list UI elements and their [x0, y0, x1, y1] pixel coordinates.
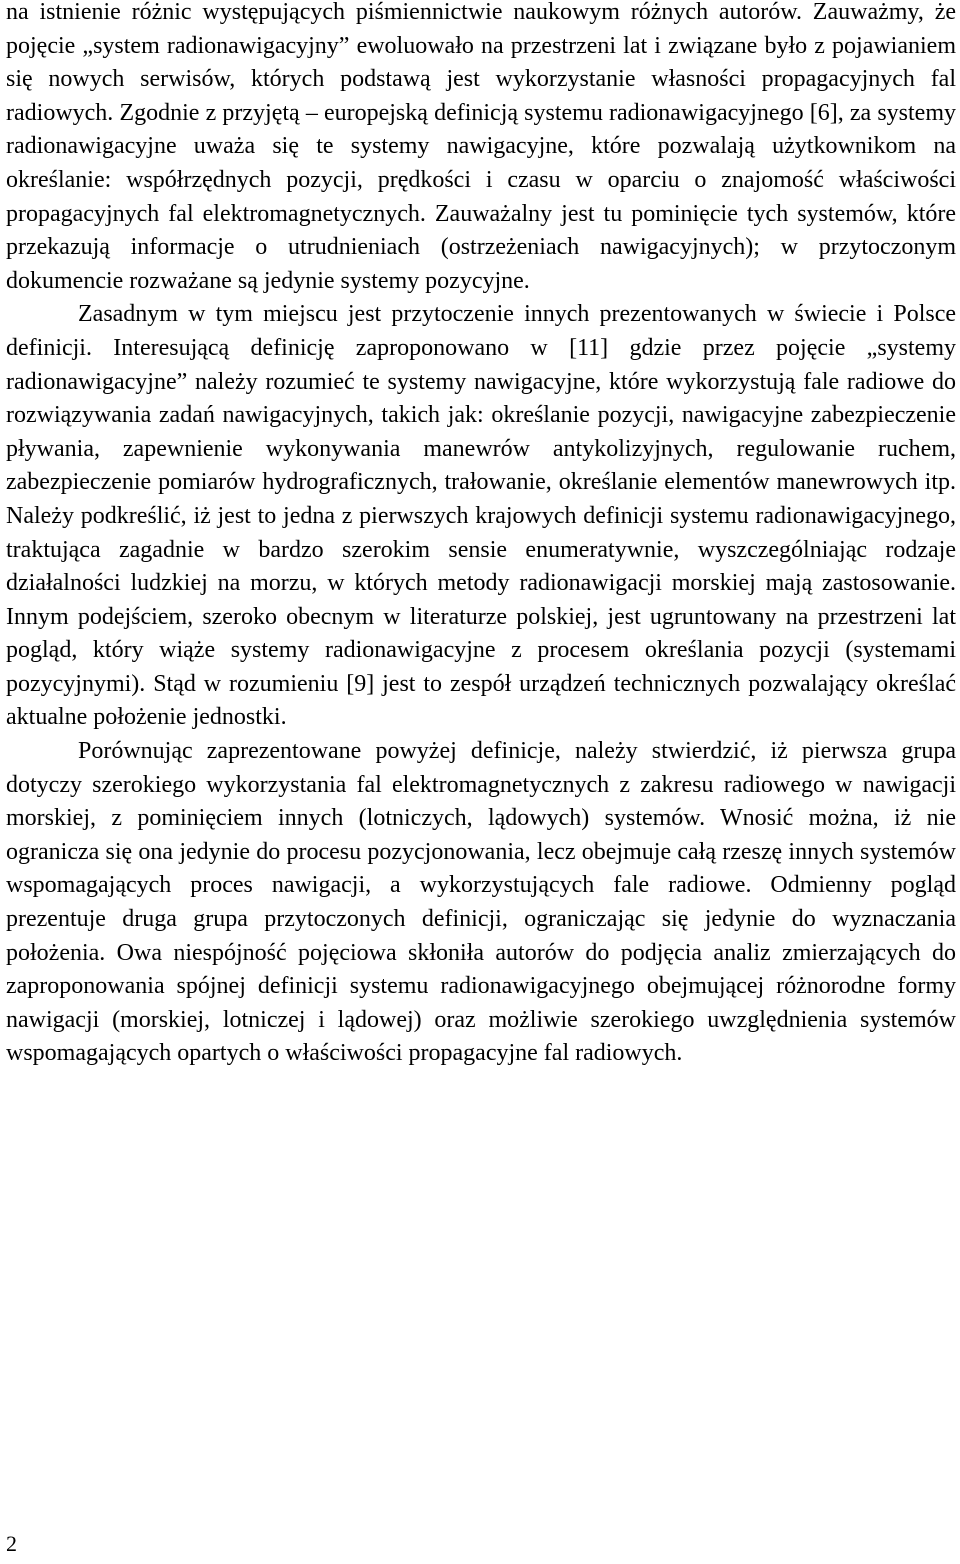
page-number: 2 — [6, 1531, 17, 1556]
paragraph-3: Porównując zaprezentowane powyżej definicje, należy stwierdzić, iż pierwsza grupa dotyczy szerokiego wykorzystania fal elektromagnetycznych z zakresu radiowego w nawigacji morskiej, z pominięciem innych (lotniczych, lądowych) systemów. Wnosić można, iż nie ogranicza się ona jedynie do procesu pozycjonowania, lecz obejmuje całą rzeszę innych systemów wspomagających proces nawigacji, a wykorzystujących fale radiowe. Odmienny pogląd prezentuje druga grupa przytoczonych definicji, ograniczając się jedynie do wyznaczania położenia. Owa niespójność pojęciowa skłoniła autorów do podjęcia analiz zmierzających do zaproponowania spójnej definicji systemu radionawigacyjnego obejmującej różnorodne formy nawigacji (morskiej, lotniczej i lądowej) oraz możliwie szerokiego uwzględnienia systemów wspomagających opartych o właściwości propagacyjne fal radiowych. — [6, 738, 956, 1067]
paragraph-1: na istnienie różnic występujących piśmiennictwie naukowym różnych autorów. Zauważmy, że pojęcie „system radionawigacyjny” ewoluowało na przestrzeni lat i związane było z pojawianiem się nowych serwisów, których podstawą jest wykorzystanie własności propagacyjnych fal radiowych. Zgodnie z przyjętą – europejską definicją systemu radionawigacyjnego [6], za systemy radionawigacyjne uważa się te systemy nawigacyjne, które pozwalają użytkownikom na określanie: współrzędnych pozycji, prędkości i czasu w oparciu o znajomość właściwości propagacyjnych fal elektromagnetycznych. Zauważalny jest tu pominięcie tych systemów, które przekazują informacje o utrudnieniach (ostrzeżeniach nawigacyjnych); w przytoczonym dokumencie rozważane są jedynie systemy pozycyjne. — [6, 0, 956, 294]
paragraph-2: Zasadnym w tym miejscu jest przytoczenie innych prezentowanych w świecie i Polsce definicji. Interesującą definicję zaproponowano w [11] gdzie przez pojęcie „systemy radionawigacyjne” należy rozumieć te systemy nawigacyjne, które wykorzystują fale radiowe do rozwiązywania zadań nawigacyjnych, takich jak: określanie pozycji, nawigacyjne zabezpieczenie pływania, zapewnienie wykonywania manewrów antykolizyjnych, regulowanie ruchem, zabezpieczenie pomiarów hydrograficznych, trałowanie, określanie elementów manewrowych itp. Należy podkreślić, iż jest to jedna z pierwszych krajowych definicji systemu radionawigacyjnego, traktująca zagadnie w bardzo szerokim sensie enumeratywnie, wyszczególniając rodzaje działalności ludzkiej na morzu, w których metody radionawigacji morskiej mają zastosowanie. Innym podejściem, szeroko obecnym w literaturze polskiej, jest ugruntowany na przestrzeni lat pogląd, który wiąże systemy radionawigacyjne z procesem określania pozycji (systemami pozycyjnymi). Stąd w rozumieniu [9] jest to zespół urządzeń technicznych pozwalający określać aktualne położenie jednostki. — [6, 301, 956, 731]
text-body — [6, 0, 956, 1071]
